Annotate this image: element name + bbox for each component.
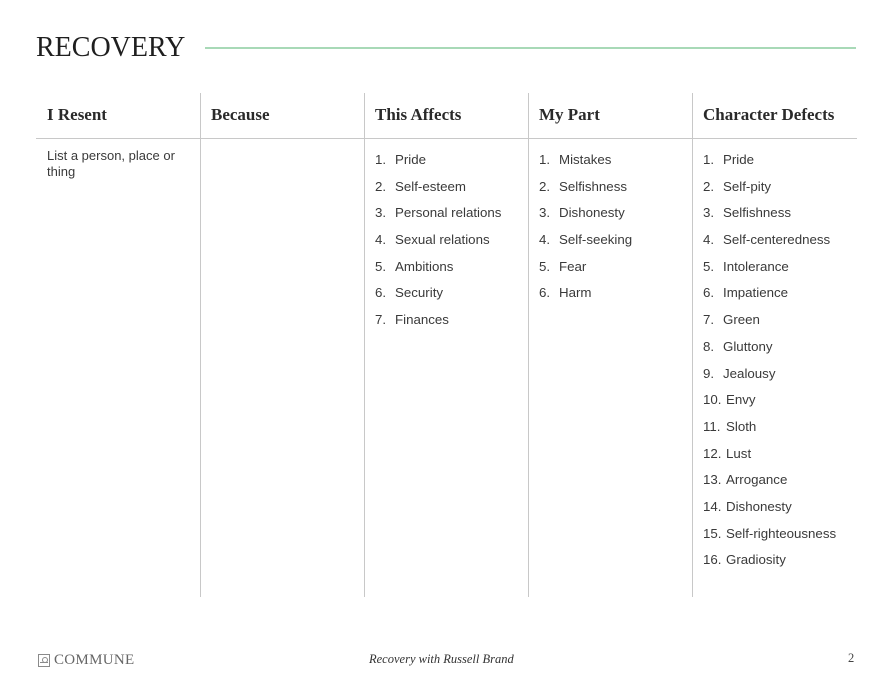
- list-item-label: Impatience: [723, 285, 789, 301]
- list-item: [703, 254, 857, 281]
- footer-subtitle: Recovery with Russell Brand: [369, 652, 514, 666]
- list-item-number: 2.: [539, 178, 551, 194]
- list-item-number: 5.: [703, 258, 715, 274]
- column-body: [36, 139, 201, 180]
- list-item-number: 7.: [703, 312, 715, 328]
- list-item-label: Arrogance: [726, 472, 788, 488]
- list-item-number: 3.: [375, 205, 387, 221]
- column-hint: List a person, place or thing: [47, 148, 175, 179]
- list-item: [703, 441, 857, 468]
- list-item: [703, 280, 857, 307]
- column-body: [693, 139, 857, 574]
- list-item-label: Dishonesty: [726, 498, 792, 514]
- column-header: My Part: [529, 93, 693, 139]
- list-item: [539, 174, 693, 201]
- list-item: [539, 227, 693, 254]
- list-item-number: 5.: [375, 258, 387, 274]
- column-body: [529, 139, 693, 307]
- page-title: RECOVERY: [36, 32, 186, 63]
- list-item-label: Pride: [395, 152, 427, 167]
- column-header: I Resent: [36, 93, 201, 139]
- list-item: [703, 227, 857, 254]
- list-item-label: Personal relations: [395, 205, 502, 221]
- list-item-number: 2.: [375, 178, 387, 194]
- list-item-label: Intolerance: [723, 258, 789, 274]
- list-item-number: 13.: [703, 472, 722, 488]
- list-item-number: 1.: [375, 152, 387, 167]
- column-i-resent: [36, 93, 201, 597]
- list-item-label: Sexual relations: [395, 232, 490, 248]
- list-item-label: Security: [395, 285, 444, 301]
- list-item: [539, 254, 693, 281]
- list-item-label: Selfishness: [723, 205, 791, 221]
- footer-brand: COMMUNE: [54, 652, 135, 668]
- list-item: [703, 200, 857, 227]
- list-item-label: Self-righteousness: [726, 525, 837, 541]
- list-item-label: Sloth: [726, 418, 757, 434]
- column-my-part: [528, 93, 693, 597]
- list-item-number: 16.: [703, 552, 722, 568]
- list-item-label: Green: [723, 312, 760, 328]
- list-item-number: 9.: [703, 365, 715, 381]
- list-item-label: Ambitions: [395, 258, 454, 274]
- list-item: [539, 147, 693, 174]
- list-item-label: Mistakes: [559, 152, 612, 167]
- list-item-label: Gluttony: [723, 338, 773, 354]
- list-item-label: Harm: [559, 285, 592, 301]
- column-header: Character Defects: [693, 93, 857, 139]
- list-item: [375, 280, 529, 307]
- column-header: This Affects: [365, 93, 529, 139]
- column-header: Because: [201, 93, 365, 139]
- list-item-number: 15.: [703, 525, 722, 541]
- list-item: [375, 307, 529, 334]
- column-because: [200, 93, 365, 597]
- list-item-number: 10.: [703, 392, 722, 408]
- list-item-label: Lust: [726, 445, 752, 461]
- list-item: [703, 547, 857, 574]
- list-item: [703, 307, 857, 334]
- list-item-number: 2.: [703, 178, 715, 194]
- list-item-label: Jealousy: [723, 365, 776, 381]
- list-item-number: 4.: [539, 232, 551, 248]
- list-item-number: 14.: [703, 498, 722, 514]
- list-item-number: 12.: [703, 445, 722, 461]
- list-item-number: 6.: [375, 285, 387, 301]
- list-item-label: Finances: [395, 312, 449, 328]
- page-number: 2: [848, 651, 855, 665]
- list-item: [703, 521, 857, 548]
- list-item-label: Self-seeking: [559, 232, 633, 248]
- list-item: [703, 361, 857, 388]
- list-item-label: Fear: [559, 258, 587, 274]
- list-item-label: Envy: [726, 392, 756, 408]
- list-item-label: Self-pity: [723, 178, 772, 194]
- list-item: [703, 334, 857, 361]
- list-item-label: Selfishness: [559, 178, 627, 194]
- list-item-number: 6.: [703, 285, 715, 301]
- list-item: [703, 414, 857, 441]
- list-item-number: 1.: [703, 152, 715, 167]
- list-item-number: 6.: [539, 285, 551, 301]
- list-item: [703, 467, 857, 494]
- column-body: [365, 139, 529, 334]
- list-item-number: 11.: [703, 418, 721, 434]
- list-item-number: 4.: [703, 232, 715, 248]
- commune-logo-icon: [38, 654, 50, 667]
- list-item-label: Pride: [723, 152, 755, 167]
- list-item: [703, 147, 857, 174]
- list-item-label: Dishonesty: [559, 205, 625, 221]
- list-item: [375, 174, 529, 201]
- list-item-number: 7.: [375, 312, 387, 328]
- list-item: [539, 280, 693, 307]
- list-item-label: Self-centeredness: [723, 232, 831, 248]
- list-item-label: Self-esteem: [395, 178, 466, 194]
- list-item: [375, 254, 529, 281]
- list-item-number: 5.: [539, 258, 551, 274]
- title-divider: [205, 47, 856, 49]
- list-item: [703, 174, 857, 201]
- list-item: [539, 200, 693, 227]
- list-item: [375, 147, 529, 174]
- list-item: [375, 227, 529, 254]
- list-item-number: 8.: [703, 338, 715, 354]
- column-character-defects: [692, 93, 857, 597]
- list-item: [703, 494, 857, 521]
- list-item: [703, 387, 857, 414]
- list-item-number: 3.: [703, 205, 715, 221]
- list-item: [375, 200, 529, 227]
- list-item-number: 3.: [539, 205, 551, 221]
- list-item-number: 4.: [375, 232, 387, 248]
- list-item-label: Gradiosity: [726, 552, 786, 568]
- list-item-number: 1.: [539, 152, 551, 167]
- column-body: [201, 139, 365, 147]
- commune-logo: [38, 652, 134, 669]
- column-this-affects: [364, 93, 529, 597]
